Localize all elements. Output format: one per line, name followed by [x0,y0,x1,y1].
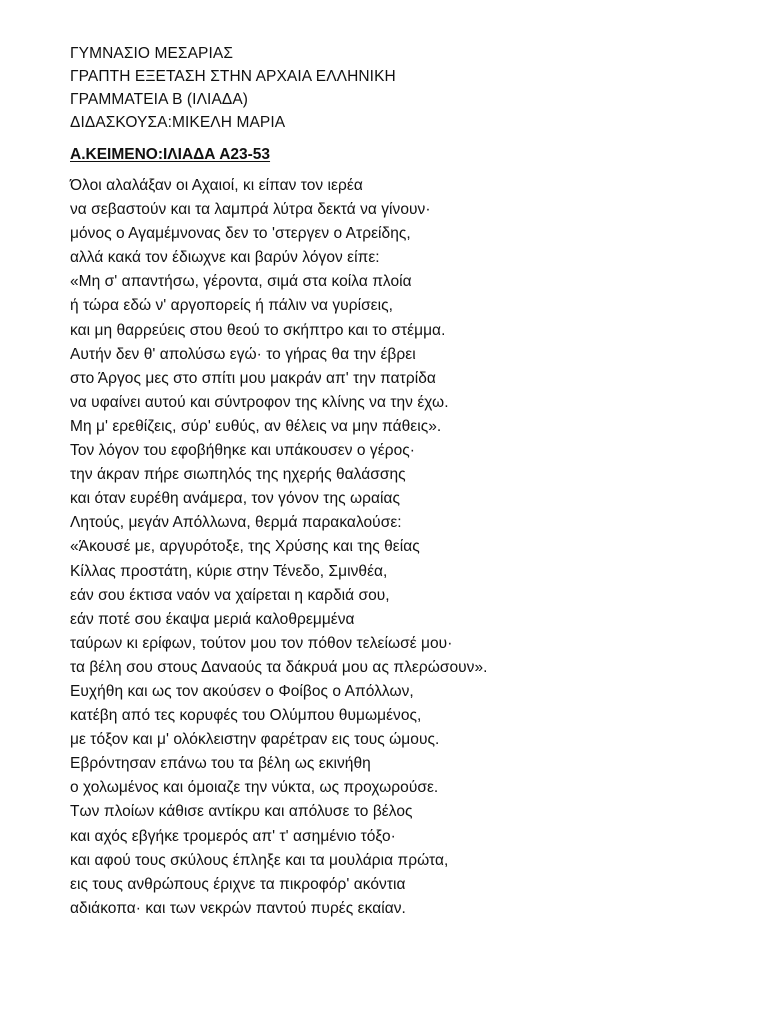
poem-line: και όταν ευρέθη ανάμερα, τον γόνον της ωραίας [70,490,401,508]
poem-line: Μη μ' ερεθίζεις, σύρ' ευθύς, αν θέλεις να μην πάθεις». [70,417,442,435]
poem-line: Ευχήθη και ως τον ακούσεν ο Φοίβος ο Απόλλων, [70,682,414,700]
exam-title: ΓΡΑΠΤΗ ΕΞΕΤΑΣΗ ΣΤΗΝ ΑΡΧΑΙΑ ΕΛΛΗΝΙΚΗ [70,68,396,85]
poem-line: «Άκουσέ με, αργυρότοξε, της Χρύσης και της θείας [70,538,420,556]
poem-line: και αφού τους σκύλους έπληξε και τα μουλάρια πρώτα, [70,851,449,869]
poem-line: «Μη σ' απαντήσω, γέροντα, σιμά στα κοίλα πλοία [70,273,412,291]
poem-line: Τον λόγον του εφοβήθηκε και υπάκουσεν ο γέρος· [70,442,415,460]
poem-line: εάν ποτέ σου έκαψα μεριά καλοθρεμμένα [70,610,355,628]
exam-header [70,42,710,134]
poem-line: Κίλλας προστάτη, κύριε στην Τένεδο, Σμινθέα, [70,562,388,580]
poem-line: κατέβη από τες κορυφές του Ολύμπου θυμωμένος, [70,707,422,725]
school-name: ΓΥΜΝΑΣΙΟ ΜΕΣΑΡΙΑΣ [70,45,234,62]
poem-line: ταύρων κι ερίφων, τούτον μου τον πόθον τελείωσέ μου· [70,634,453,652]
exam-subject: ΓΡΑΜΜΑΤΕΙΑ Β (ΙΛΙΑΔΑ) [70,91,249,108]
poem-line: Των πλοίων κάθισε αντίκρυ και απόλυσε το βέλος [70,803,413,821]
poem-line: και μη θαρρεύεις στου θεού το σκήπτρο και το στέμμα. [70,321,446,339]
poem-line: εις τους ανθρώπους έριχνε τα πικροφόρ' ακόντια [70,875,406,893]
poem-line: Αυτήν δεν θ' απολύσω εγώ· το γήρας θα την έβρει [70,345,416,363]
poem-line: την άκραν πήρε σιωπηλός της ηχερής θαλάσσης [70,466,406,484]
poem-line: εάν σου έκτισα ναόν να χαίρεται η καρδιά σου, [70,586,390,604]
section-title: Α.ΚΕΙΜΕΝΟ:ΙΛΙΑΔΑ Α23-53 [70,146,271,163]
teacher-name: ΔΙΔΑΣΚΟΥΣΑ:ΜΙΚΕΛΗ ΜΑΡΙΑ [70,114,286,131]
poem-line: να σεβαστούν και τα λαμπρά λύτρα δεκτά να γίνουν· [70,201,431,219]
poem-line: Λητούς, μεγάν Απόλλωνα, θερμά παρακαλούσε: [70,514,402,532]
poem-line: αλλά κακά τον έδιωχνε και βαρύν λόγον είπε: [70,249,380,267]
poem-line: με τόξον και μ' ολόκλειστην φαρέτραν εις τους ώμους. [70,731,440,749]
poem-line: στο Άργος μες στο σπίτι μου μακράν απ' την πατρίδα [70,369,436,387]
poem-line: να υφαίνει αυτού και σύντροφον της κλίνης να την έχω. [70,393,449,411]
poem-line: και αχός εβγήκε τρομερός απ' τ' ασημένιο τόξο· [70,827,396,845]
poem-text [70,174,730,921]
poem-line: ο χολωμένος και όμοιαζε την νύκτα, ως προχωρούσε. [70,779,439,797]
poem-line: ή τώρα εδώ ν' αργοπορείς ή πάλιν να γυρίσεις, [70,297,394,315]
poem-line: Όλοι αλαλάξαν οι Αχαιοί, κι είπαν τον ιερέα [70,177,363,194]
poem-line: μόνος ο Αγαμέμνονας δεν το 'στεργεν ο Ατρείδης, [70,225,411,243]
poem-line: τα βέλη σου στους Δαναούς τα δάκρυά μου ας πλερώσουν». [70,658,488,676]
poem-line: Εβρόντησαν επάνω του τα βέλη ως εκινήθη [70,755,371,773]
poem-line: αδιάκοπα· και των νεκρών παντού πυρές εκαίαν. [70,899,406,917]
